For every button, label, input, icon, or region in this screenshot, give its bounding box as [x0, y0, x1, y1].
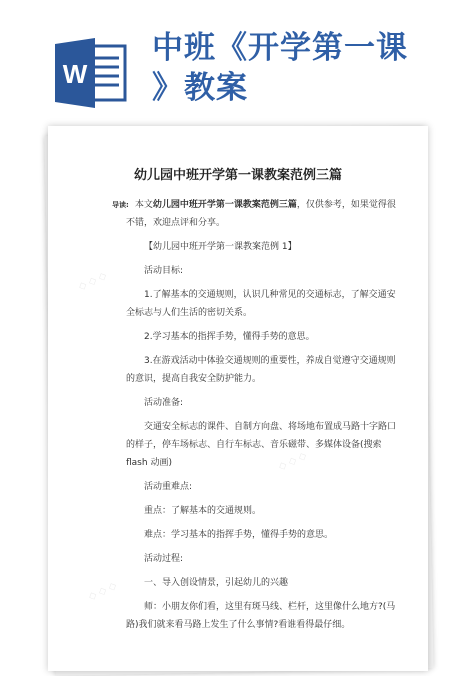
lead-prefix: 本文: [134, 200, 153, 210]
paragraph: 难点：学习基本的指挥手势，懂得手势的意思。: [144, 530, 334, 540]
paragraph: 2.学习基本的指挥手势，懂得手势的意思。: [144, 332, 315, 342]
watermark: ◇ ◇ ◇: [277, 450, 309, 473]
lead-label: 导读:: [112, 201, 129, 209]
paragraph: 3.在游戏活动中体验交通规则的重要性，养成自觉遵守交通规则的意识，提高自我安全防护能力。: [126, 356, 396, 384]
document-page: [48, 126, 428, 671]
page-headline: 中班《开学第一课 》教案: [152, 30, 408, 106]
paragraph: 【幼儿园中班开学第一课教案范例 1】: [144, 242, 297, 252]
document-title: 幼儿园中班开学第一课教案范例三篇: [133, 168, 342, 183]
paragraph: 活动准备:: [144, 398, 184, 408]
header-banner: [0, 0, 474, 118]
paragraph: 活动过程:: [144, 554, 184, 564]
watermark: ◇ ◇ ◇: [87, 580, 119, 603]
watermark: ◇ ◇ ◇: [77, 270, 109, 293]
document-body: [112, 196, 398, 640]
paragraph: 1.了解基本的交通规则，认识几种常见的交通标志，了解交通安全标志与人们生活的密切关系。: [126, 290, 396, 318]
paragraph: 师：小朋友你们看，这里有斑马线、栏杆，这里像什么地方?(马路)我们就来看马路上发生了什么事情?看谁看得最仔细。: [126, 602, 396, 630]
word-document-icon: [55, 38, 129, 108]
paragraph: 一、导入创设情景，引起幼儿的兴趣: [144, 578, 289, 588]
lead-paragraph: [112, 196, 398, 232]
word-icon-letter: W: [62, 59, 88, 89]
paragraph: 重点：了解基本的交通规则。: [144, 506, 262, 516]
paragraph: 活动目标:: [144, 266, 184, 276]
document-preview: [44, 126, 432, 669]
paragraph: 交通安全标志的课件、自制方向盘、将场地布置成马路十字路口的样子，停车场标志、自行车标志、音乐磁带、多媒体设备(搜索 flash 动画): [126, 422, 397, 468]
lead-bold-title: 幼儿园中班开学第一课教案范例三篇: [152, 200, 297, 210]
paragraph: 活动重难点:: [144, 482, 193, 492]
lead-suffix: ，仅供参考，如果觉得很不错，欢迎点评和分享。: [126, 200, 396, 228]
